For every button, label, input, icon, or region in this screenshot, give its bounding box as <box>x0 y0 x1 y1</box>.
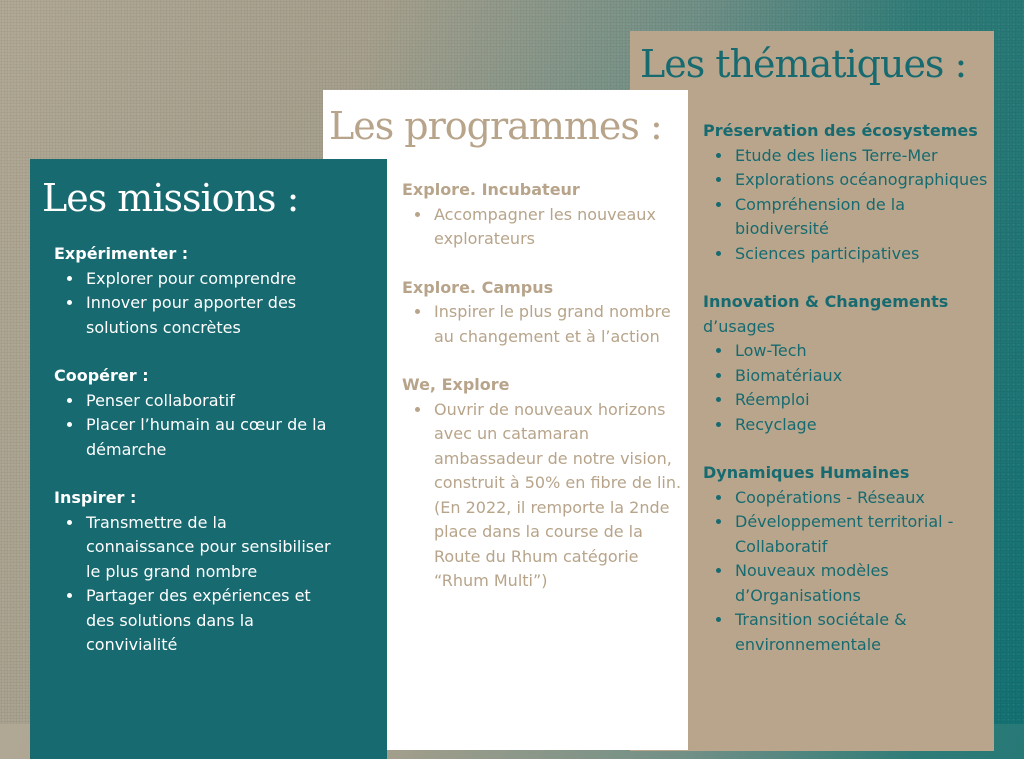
list-item: • Recyclage <box>733 413 1003 438</box>
section-heading: Coopérer : <box>54 366 149 385</box>
section-heading: Dynamiques Humaines <box>703 463 910 482</box>
bullet-list <box>54 389 334 463</box>
section-subheading: d’usages <box>703 316 775 336</box>
programmes-title: Les programmes : <box>329 104 662 148</box>
missions-title: Les missions : <box>42 176 299 220</box>
list-item: • Placer l’humain au cœur de la démarche <box>84 413 334 462</box>
thematiques-list <box>703 119 1003 681</box>
list-item: • Compréhension de la biodiversité <box>733 193 1003 242</box>
programmes-list <box>402 178 684 618</box>
list-item: • Nouveaux modèles d’Organisations <box>733 559 1003 608</box>
list-item: • Sciences participatives <box>733 242 1003 267</box>
list-item: • Réemploi <box>733 388 1003 413</box>
list-item: • Accompagner les nouveaux explorateurs <box>432 203 684 252</box>
list-item: • Low-Tech <box>733 339 1003 364</box>
section-heading: Explore. Incubateur <box>402 180 580 199</box>
list-item: • Innover pour apporter des solutions concrètes <box>84 291 334 340</box>
section-heading: Préservation des écosystemes <box>703 121 978 140</box>
list-item: • Inspirer le plus grand nombre au changement et à l’action <box>432 300 684 349</box>
section-heading: Expérimenter : <box>54 244 189 263</box>
thematiques-title: Les thématiques : <box>640 42 967 86</box>
section-heading: Innovation & Changements <box>703 292 949 311</box>
list-item: • Transition sociétale & environnementale <box>733 608 1003 657</box>
bullet-list <box>703 339 1003 437</box>
list-item: • Ouvrir de nouveaux horizons avec un catamaran ambassadeur de notre vision, construit à 50% en fibre de lin. (En 2022, il remporte la 2nde place dans la course de la Route du Rhum catégorie “Rhum Multi”) <box>432 398 684 594</box>
section-heading: We, Explore <box>402 375 510 394</box>
bullet-list <box>402 300 684 349</box>
list-item: • Coopérations - Réseaux <box>733 486 1003 511</box>
list-item: • Transmettre de la connaissance pour sensibiliser le plus grand nombre <box>84 511 334 585</box>
section-heading: Inspirer : <box>54 488 137 507</box>
list-item: • Etude des liens Terre-Mer <box>733 144 1003 169</box>
bullet-list <box>402 203 684 252</box>
bullet-list <box>54 267 334 341</box>
list-item: • Partager des expériences et des solutions dans la convivialité <box>84 584 334 658</box>
bullet-list <box>703 144 1003 267</box>
section-heading: Explore. Campus <box>402 277 554 297</box>
bullet-list <box>703 486 1003 658</box>
list-item: • Penser collaboratif <box>84 389 334 414</box>
bullet-list <box>402 398 684 594</box>
list-item: • Développement territorial - Collaboratif <box>733 510 1003 559</box>
list-item: • Explorations océanographiques <box>733 168 1003 193</box>
list-item: • Biomatériaux <box>733 364 1003 389</box>
bullet-list <box>54 511 334 658</box>
list-item: • Explorer pour comprendre <box>84 267 334 292</box>
missions-list <box>54 242 334 682</box>
